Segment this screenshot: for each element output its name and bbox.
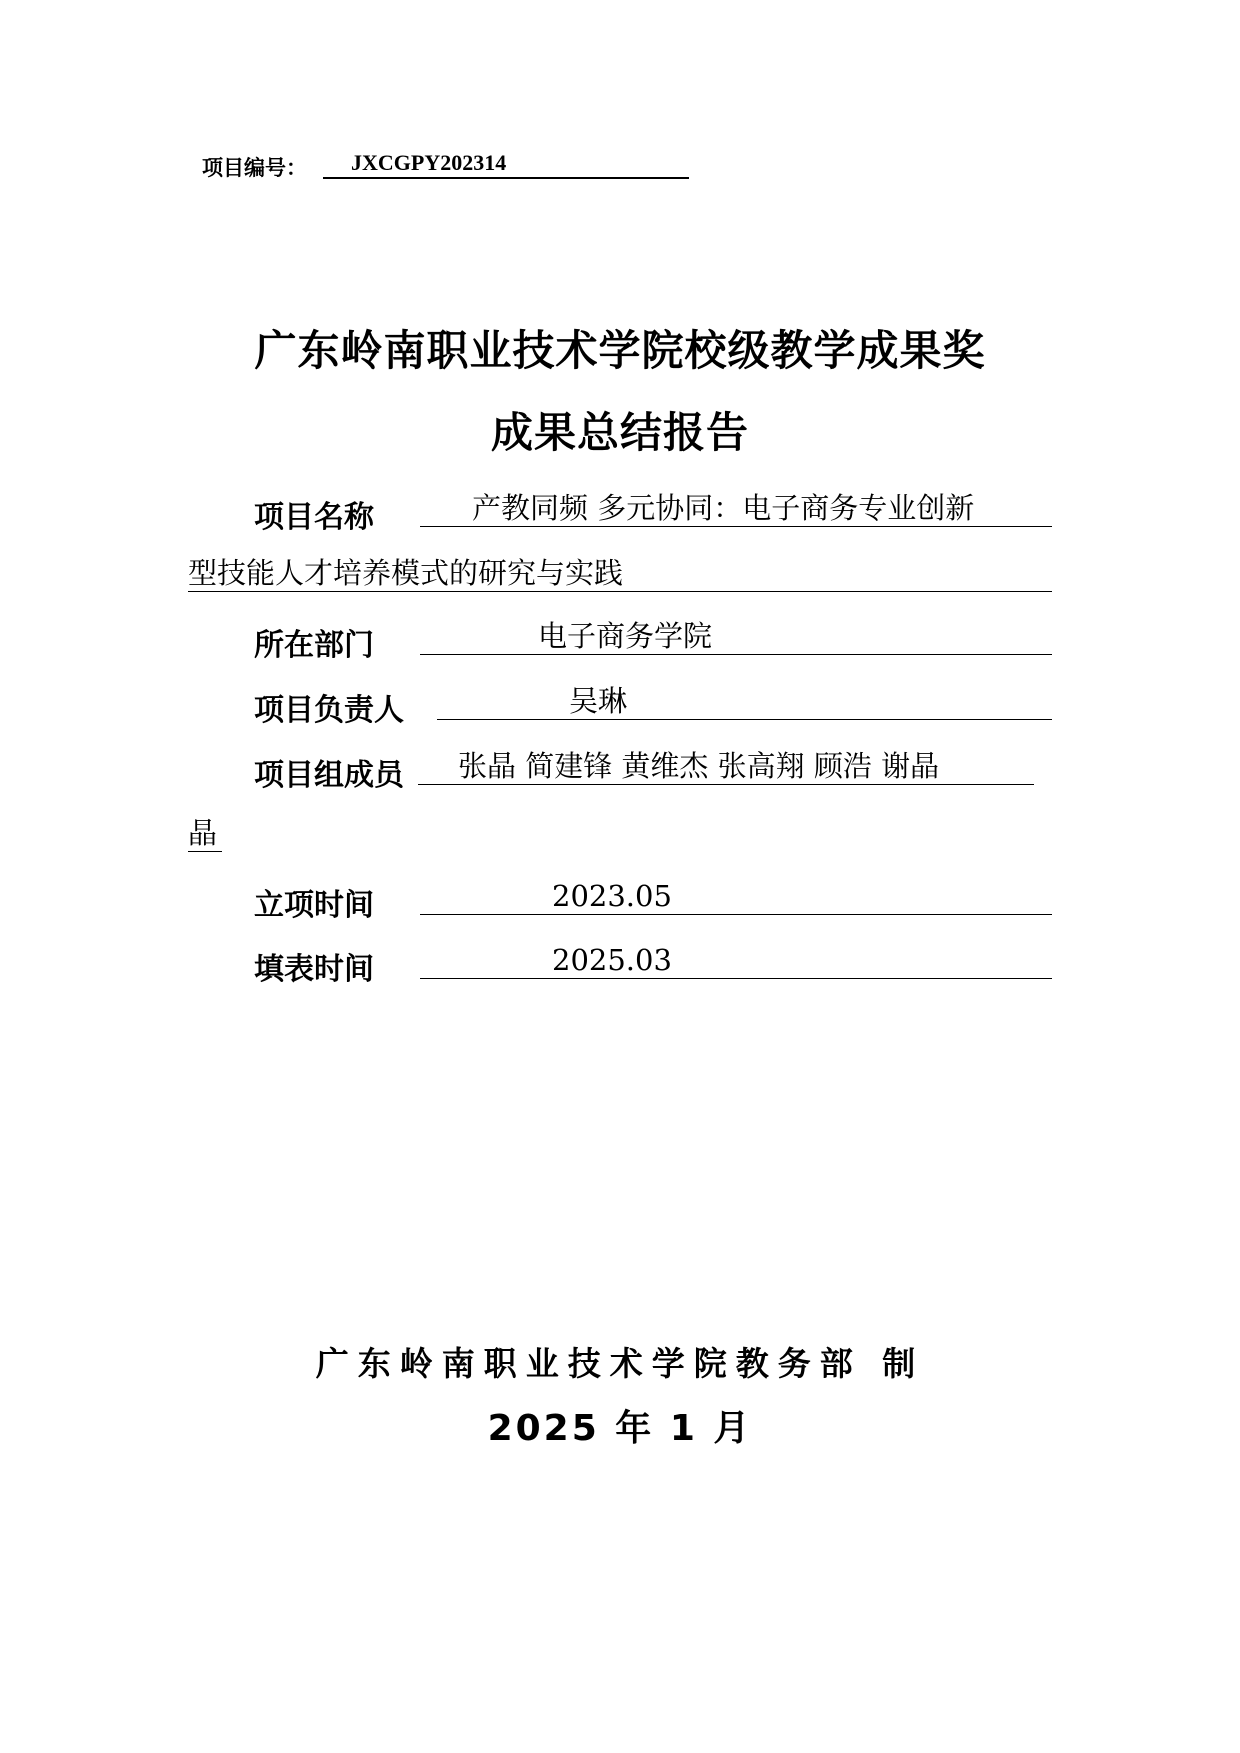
project-name-label: 项目名称: [254, 500, 374, 535]
project-name-value-line-2: 型技能人才培养模式的研究与实践: [188, 554, 1052, 592]
project-name-value-line-1: 产教同频 多元协同：电子商务专业创新: [420, 489, 1052, 527]
project-number-value: JXCGPY202314: [323, 148, 689, 179]
start-time-label: 立项时间: [254, 888, 374, 923]
department-label: 所在部门: [254, 628, 374, 663]
project-members-value-line-1: 张晶 简建锋 黄维杰 张高翔 顾浩 谢晶: [418, 747, 1034, 785]
issue-date: 2025 年 1 月: [487, 1408, 753, 1449]
project-leader-value: 吴琳: [437, 682, 1052, 720]
start-time-value: 2023.05: [420, 877, 1052, 915]
project-number-label: 项目编号：: [202, 156, 307, 180]
project-members-label: 项目组成员: [254, 758, 404, 793]
report-title-line-1: 广东岭南职业技术学院校级教学成果奖: [254, 326, 986, 375]
issuing-department: 广东岭南职业技术学院教务部 制: [315, 1344, 925, 1383]
project-members-value-line-2: 晶: [188, 814, 222, 852]
fill-time-value: 2025.03: [420, 941, 1052, 979]
department-value: 电子商务学院: [420, 617, 1052, 655]
report-title-line-2: 成果总结报告: [490, 408, 749, 457]
fill-time-label: 填表时间: [254, 952, 374, 987]
project-leader-label: 项目负责人: [254, 693, 404, 728]
